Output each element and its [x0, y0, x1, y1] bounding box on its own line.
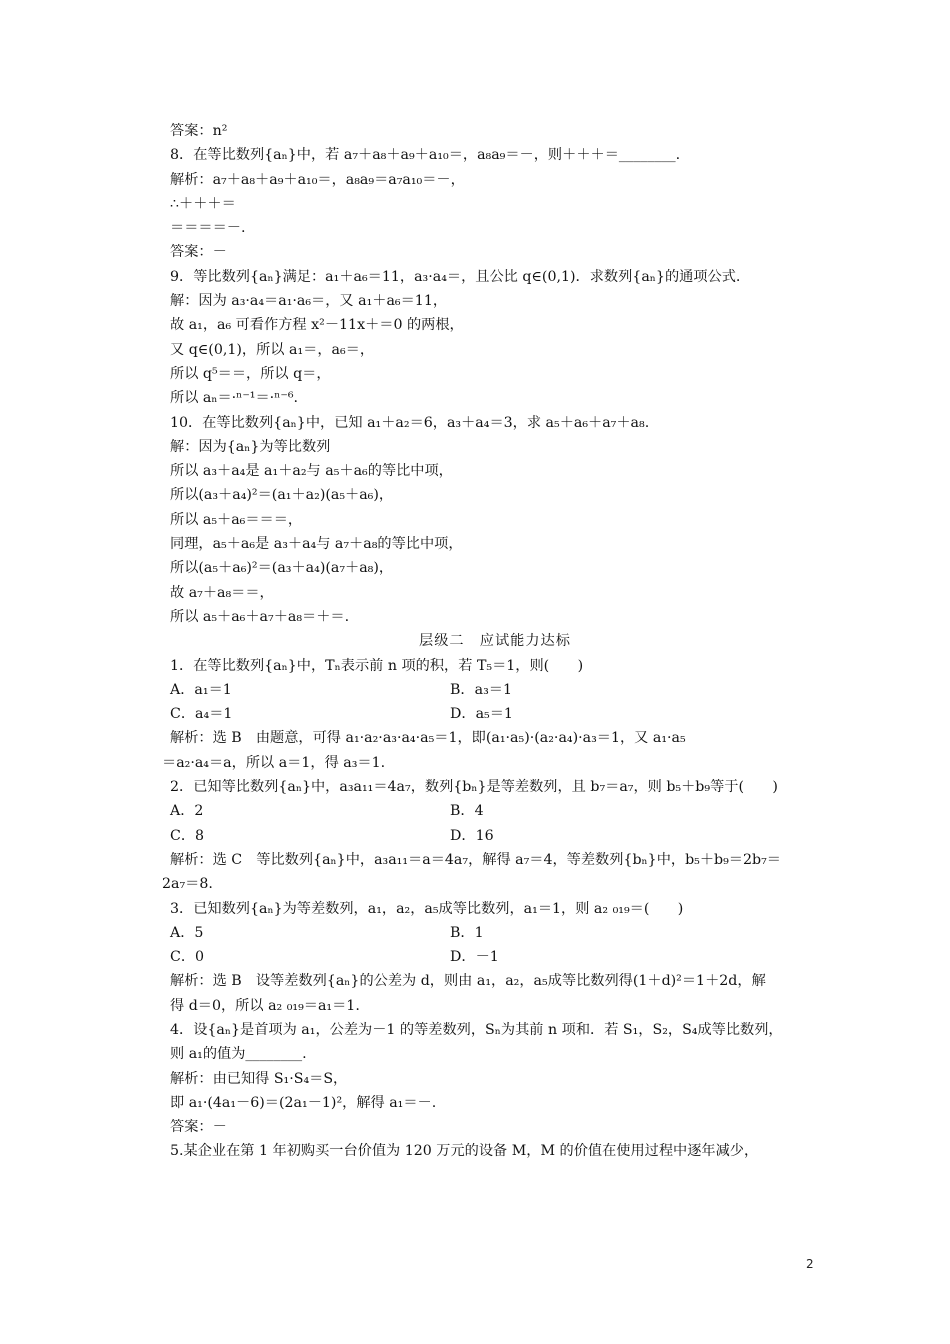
analysis-q8-2: ∴＋＋＋＝ [170, 195, 236, 212]
question-9: 9．等比数列{aₙ}满足：a₁＋a₆＝11，a₃·a₄＝，且公比 q∈(0,1)．求数列{aₙ}的通项公式. [170, 268, 741, 285]
solution-q9-3: 又 q∈(0,1)，所以 a₁＝，a₆＝， [170, 341, 375, 358]
analysis-q2-1: 解析：选 C 等比数列{aₙ}中，a₃a₁₁＝a＝4a₇，解得 a₇＝4，等差数列{bₙ}中，b₅＋b₉＝2b₇＝ [170, 851, 781, 868]
options-q1-row2 [170, 702, 820, 726]
option-b: B．4 [450, 803, 484, 820]
option-a: A．a₁＝1 [170, 681, 232, 698]
solution-q10-2: 所以 a₃＋a₄是 a₁＋a₂与 a₅＋a₆的等比中项， [170, 463, 453, 480]
option-c: C．0 [170, 949, 205, 966]
option-d: D．16 [450, 827, 494, 844]
question-3: 3．已知数列{aₙ}为等差数列，a₁，a₂，a₅成等比数列，a₁＝1，则 a₂ ₀₁₉＝( ) [170, 900, 684, 917]
option-c: C．a₄＝1 [170, 706, 233, 723]
question-4-1: 4．设{aₙ}是首项为 a₁，公差为－1 的等差数列，Sₙ为其前 n 项和．若 S₁，S₂，S₄成等比数列， [170, 1021, 783, 1038]
option-a: A．2 [170, 803, 204, 820]
analysis-q1-2: ＝a₂·a₄＝a，所以 a＝1，得 a₃＝1. [162, 754, 386, 771]
option-b: B．1 [450, 924, 484, 941]
solution-q10-6: 所以(a₅＋a₆)²＝(a₃＋a₄)(a₇＋a₈)， [170, 560, 394, 577]
solution-q10-5: 同理，a₅＋a₆是 a₃＋a₄与 a₇＋a₈的等比中项， [170, 536, 463, 553]
solution-q10-8: 所以 a₅＋a₆＋a₇＋a₈＝＋＝. [170, 608, 350, 625]
analysis-q8-3: ＝＝＝＝－. [170, 220, 246, 237]
solution-q9-4: 所以 q⁵＝＝，所以 q＝， [170, 365, 331, 382]
question-5: 5.某企业在第 1 年初购买一台价值为 120 万元的设备 M，M 的价值在使用过程中逐年减少， [170, 1143, 759, 1160]
analysis-q4-1: 解析：由已知得 S₁·S₄＝S， [170, 1070, 348, 1087]
solution-q10-1: 解：因为{aₙ}为等比数列 [170, 438, 331, 455]
options-q2-row2 [170, 824, 820, 848]
options-q1-row1 [170, 678, 820, 702]
page-number: 2 [806, 1257, 814, 1271]
analysis-q1-1: 解析：选 B 由题意，可得 a₁·a₂·a₃·a₄·a₅＝1，即(a₁·a₅)·(a₂·a₄)·a₃＝1，又 a₁·a₅ [170, 730, 686, 747]
section-title: 层级二 应试能力达标 [419, 633, 571, 650]
question-8: 8．在等比数列{aₙ}中，若 a₇＋a₈＋a₉＋a₁₀＝，a₈a₉＝－，则＋＋＋＝________. [170, 147, 681, 164]
option-d: D．a₅＝1 [450, 706, 513, 723]
question-10: 10．在等比数列{aₙ}中，已知 a₁＋a₂＝6，a₃＋a₄＝3，求 a₅＋a₆＋a₇＋a₈. [170, 414, 650, 431]
options-q3-row1 [170, 921, 820, 945]
solution-q9-5: 所以 aₙ＝·ⁿ⁻¹＝·ⁿ⁻⁶. [170, 390, 299, 407]
question-4-2: 则 a₁的值为________. [170, 1046, 307, 1063]
options-q3-row2 [170, 945, 820, 969]
document-body [162, 119, 820, 1164]
question-2: 2．已知等比数列{aₙ}中，a₃a₁₁＝4a₇，数列{bₙ}是等差数列，且 b₇＝a₇，则 b₅＋b₉等于( ) [170, 779, 778, 796]
options-q2-row1 [170, 799, 820, 823]
solution-q10-3: 所以(a₃＋a₄)²＝(a₁＋a₂)(a₅＋a₆)， [170, 487, 394, 504]
solution-q9-2: 故 a₁，a₆ 可看作方程 x²－11x＋＝0 的两根， [170, 317, 464, 334]
solution-q10-4: 所以 a₅＋a₆＝＝＝， [170, 511, 303, 528]
option-c: C．8 [170, 827, 205, 844]
analysis-q3-1: 解析：选 B 设等差数列{aₙ}的公差为 d，则由 a₁，a₂，a₅成等比数列得(1＋d)²＝1＋2d，解 [170, 973, 766, 990]
analysis-q2-2: 2a₇＝8. [162, 876, 213, 893]
answer-q8: 答案：－ [170, 244, 227, 261]
solution-q9-1: 解：因为 a₃·a₄＝a₁·a₆＝，又 a₁＋a₆＝11， [170, 293, 448, 310]
solution-q10-7: 故 a₇＋a₈＝＝， [170, 584, 274, 601]
analysis-q4-2: 即 a₁·(4a₁－6)＝(2a₁－1)²，解得 a₁＝－. [170, 1094, 437, 1111]
answer-q7: 答案：n² [170, 123, 228, 139]
option-d: D．－1 [450, 949, 499, 966]
option-b: B．a₃＝1 [450, 681, 512, 698]
analysis-q3-2: 得 d＝0，所以 a₂ ₀₁₉＝a₁＝1. [170, 997, 360, 1014]
option-a: A．5 [170, 924, 204, 941]
analysis-q8-1: 解析：a₇＋a₈＋a₉＋a₁₀＝，a₈a₉＝a₇a₁₀＝－， [170, 171, 465, 188]
question-1: 1．在等比数列{aₙ}中，Tₙ表示前 n 项的积，若 T₅＝1，则( ) [170, 657, 584, 674]
answer-q4: 答案：－ [170, 1119, 227, 1136]
